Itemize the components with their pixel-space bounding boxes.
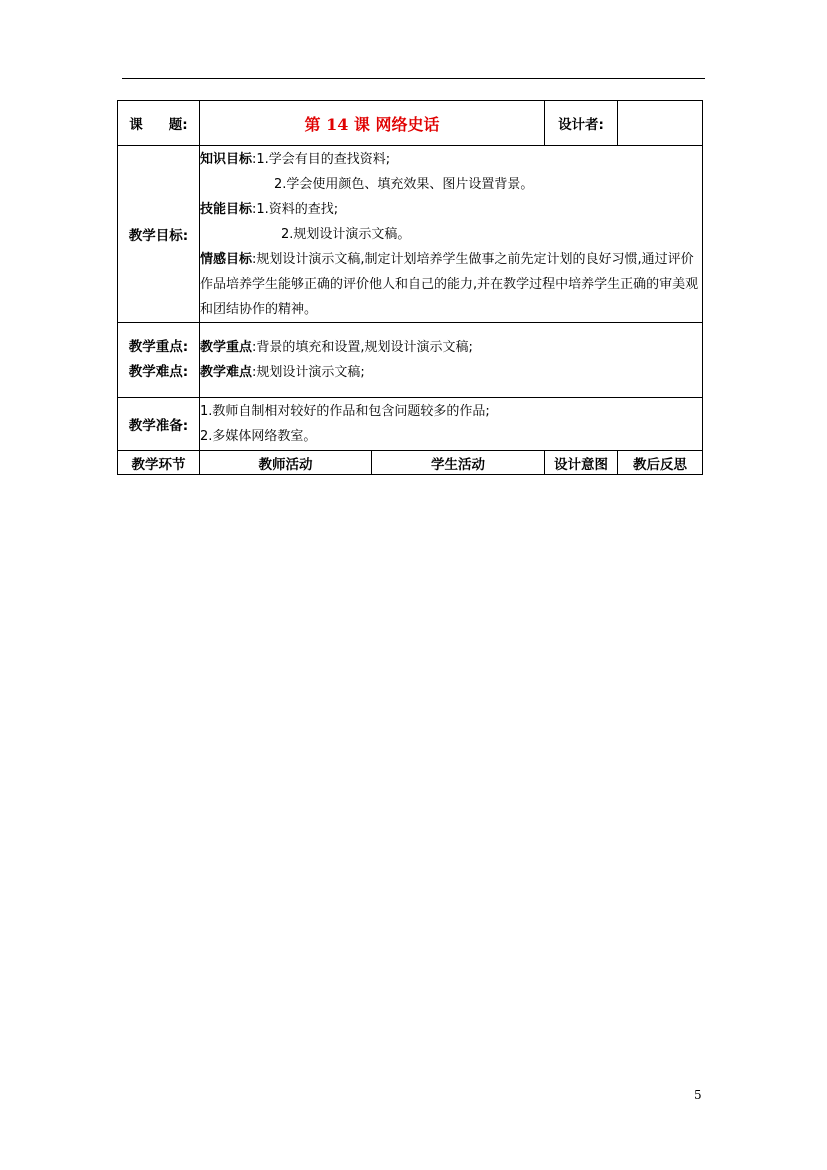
- designer-value: [618, 101, 703, 146]
- skill-item-1: :1.资料的查找;: [252, 201, 339, 217]
- topic-label-char-1: 课: [129, 117, 143, 133]
- focus-content: [200, 323, 703, 398]
- knowledge-label: 知识目标: [200, 151, 253, 167]
- page-number: 5: [694, 1088, 702, 1102]
- designer-label: 设计者:: [545, 101, 618, 146]
- key-point-label: 教学重点: [200, 340, 253, 355]
- column-header-intent: 设计意图: [545, 451, 618, 475]
- difficult-point-line: [200, 360, 702, 385]
- focus-label: [118, 323, 200, 398]
- column-header-teacher: 教师活动: [200, 451, 372, 475]
- focus-row: [118, 323, 703, 398]
- key-point-line: [200, 335, 702, 360]
- emotion-text: :规划设计演示文稿,制定计划培养学生做事之前先定计划的良好习惯,通过评价作品培养学生能够正确的评价他人和自己的能力,并在教学过程中培养学生正确的审美观和团结协作的精神。: [200, 251, 699, 317]
- preparation-row: [118, 398, 703, 451]
- column-header-stage: 教学环节: [118, 451, 200, 475]
- emotion-label: 情感目标: [200, 251, 253, 267]
- skill-line-1: [200, 197, 702, 222]
- objectives-row: [118, 146, 703, 323]
- objectives-label: 教学目标:: [118, 146, 200, 323]
- knowledge-line-1: [200, 147, 702, 172]
- column-header-student: 学生活动: [372, 451, 545, 475]
- topic-row: [118, 101, 703, 146]
- difficult-point-text: :规划设计演示文稿;: [252, 365, 365, 380]
- column-header-reflection: 教后反思: [618, 451, 703, 475]
- key-point-text: :背景的填充和设置,规划设计演示文稿;: [252, 340, 473, 355]
- topic-label: [118, 101, 200, 146]
- lesson-plan-table: [117, 100, 703, 475]
- activity-header-row: [118, 451, 703, 475]
- focus-label-difficult: 教学难点:: [128, 364, 189, 380]
- knowledge-item-2: 2.学会使用颜色、填充效果、图片设置背景。: [274, 176, 534, 192]
- preparation-item-2: 2.多媒体网络教室。: [200, 429, 317, 444]
- emotion-paragraph: [200, 247, 702, 322]
- preparation-content: [200, 398, 703, 451]
- skill-label: 技能目标: [200, 201, 253, 217]
- focus-label-key: 教学重点:: [128, 339, 189, 355]
- preparation-label: 教学准备:: [118, 398, 200, 451]
- header-rule: [122, 78, 705, 79]
- preparation-item-1: 1.教师自制相对较好的作品和包含问题较多的作品;: [200, 404, 490, 419]
- skill-item-2: 2.规划设计演示文稿。: [281, 226, 411, 242]
- topic-label-char-2: 题:: [168, 117, 188, 133]
- objectives-content: [200, 146, 703, 323]
- difficult-point-label: 教学难点: [200, 365, 253, 380]
- lesson-title: 第 14 课 网络史话: [200, 101, 545, 146]
- knowledge-item-1: :1.学会有目的查找资料;: [252, 151, 391, 167]
